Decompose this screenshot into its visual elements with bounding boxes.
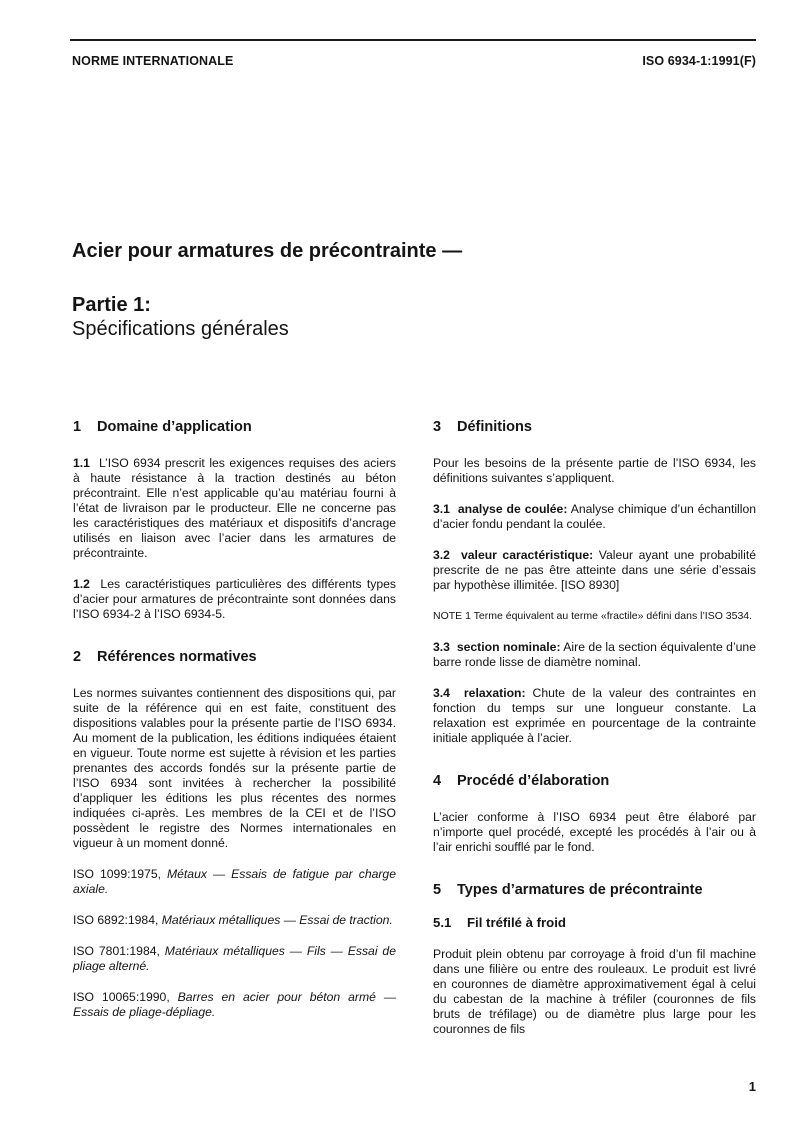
clause-text: Les caractéristiques particulières des différents types d’acier pour armatures de précontrainte sont données dans l’ISO 6934-2 à l’ISO 6934-5. xyxy=(73,577,396,621)
definition-text: Valeur ayant une probabilité prescrite de ne pas être atteinte dans une série d’essais par hypothèse illimitée. [ISO 8930] xyxy=(433,548,756,592)
left-column xyxy=(73,418,396,1020)
page-number: 1 xyxy=(748,1079,756,1094)
document-subtitle: Spécifications générales xyxy=(72,318,289,340)
paragraph: Pour les besoins de la présente partie de l’ISO 6934, les définitions suivantes s’appliquent. xyxy=(433,456,756,485)
section-number: 5 xyxy=(433,882,442,898)
section-title: Références normatives xyxy=(97,649,257,665)
clause-number: 3.1 xyxy=(433,502,450,516)
clause-number: 3.3 xyxy=(433,640,450,654)
section-number: 3 xyxy=(433,419,442,435)
clause-number: 1.2 xyxy=(73,577,90,591)
definition-term: section nominale: xyxy=(456,640,561,654)
reference-item xyxy=(73,913,396,928)
document-title: Acier pour armatures de précontrainte — xyxy=(72,240,463,262)
paragraph: Les normes suivantes contiennent des dispositions qui, par suite de la référence qui en est faite, constituent des dispositions valables pour la présente partie de l’ISO 6934. Au moment de la publication, les éditions indiquées étaient en vigueur. Toute norme est sujette à révision et les parties prenantes des accords fondés sur la présente partie de l’ISO 6934 sont invitées à rechercher la possibilité d’appliquer les éditions les plus récentes des normes indiquées ci-après. Les membres de la CEI et de l’ISO possèdent le registre des Normes internationales en vigueur à un moment donné. xyxy=(73,686,396,850)
reference-title: Matériaux métalliques — Fils — Essai de pliage alterné. xyxy=(73,944,396,973)
clause-number: 3.4 xyxy=(433,686,450,700)
reference-item xyxy=(73,867,396,897)
definition-text: Chute de la valeur des contraintes en fonction du temps sur une longueur constante. La relaxation est exprimée en pourcentage de la contrainte initiale appliquée à l’acier. xyxy=(433,686,756,745)
reference-code: ISO 6892:1984, xyxy=(73,913,159,927)
reference-item xyxy=(73,990,396,1020)
header-rule xyxy=(70,39,756,41)
paragraph xyxy=(73,577,396,622)
section-title: Procédé d’élaboration xyxy=(457,773,610,789)
section-number: 1 xyxy=(73,419,82,435)
definition-text: Aire de la section équivalente d’une barre ronde lisse de diamètre nominal. xyxy=(433,640,756,669)
section-heading xyxy=(73,418,396,436)
definition xyxy=(433,686,756,746)
subsection-title: Fil tréfilé à froid xyxy=(467,915,566,930)
paragraph: L’acier conforme à l’ISO 6934 peut être élaboré par n’importe quel procédé, excepté les procédés à l’air ou à l’air enrichi soufflé par le fond. xyxy=(433,810,756,854)
definition-term: valeur caractéristique: xyxy=(461,548,594,562)
subsection-heading xyxy=(433,915,756,931)
section-title: Domaine d’application xyxy=(97,419,252,435)
section-heading xyxy=(433,772,756,790)
subsection-number: 5.1 xyxy=(433,915,452,930)
note: NOTE 1 Terme équivalent au terme «fractile» défini dans l’ISO 3534. xyxy=(433,610,753,622)
clause-number: 3.2 xyxy=(433,548,450,562)
section-number: 2 xyxy=(73,649,82,665)
section-heading xyxy=(73,648,396,666)
clause-text: L’ISO 6934 prescrit les exigences requises des aciers à haute résistance à la traction destinés au béton précontraint. Elle n’est applicable qu’au matériau fourni à l’état de livraison par le producteur. Elle ne concerne pas les caractéristiques des matériaux et dispositifs d’ancrage utilisés en liaison avec l’acier dans les armatures de précontrainte. xyxy=(73,456,396,560)
paragraph xyxy=(73,456,396,561)
definition-text: Analyse chimique d’un échantillon d’acier fondu pendant la coulée. xyxy=(433,502,757,531)
definition xyxy=(433,502,756,532)
reference-title: Barres en acier pour béton armé — Essais de pliage-dépliage. xyxy=(73,990,397,1019)
header-right: ISO 6934-1:1991(F) xyxy=(642,54,756,68)
section-title: Définitions xyxy=(457,419,532,435)
reference-item xyxy=(73,944,396,974)
definition xyxy=(433,640,756,670)
section-number: 4 xyxy=(433,773,442,789)
part-label: Partie 1: xyxy=(72,294,151,316)
reference-code: ISO 7801:1984, xyxy=(73,944,160,958)
reference-code: ISO 10065:1990, xyxy=(73,990,170,1004)
right-column xyxy=(433,418,756,1037)
section-title: Types d’armatures de précontrainte xyxy=(457,882,703,898)
paragraph: Produit plein obtenu par corroyage à froid d’un fil machine dans une filière ou entre des rouleaux. Le produit est livré en couronnes de diamètre approximativement égal à celui du cabestan de la machine à tréfiler (couronnes de fils bruts de tréfilage) ou de diamètre plus large pour les couronnes de fils xyxy=(433,947,756,1036)
clause-number: 1.1 xyxy=(73,456,90,470)
reference-title: Matériaux métalliques — Essai de traction. xyxy=(161,913,393,927)
definition-term: relaxation: xyxy=(463,686,526,700)
definition xyxy=(433,548,756,593)
reference-code: ISO 1099:1975, xyxy=(73,867,161,881)
section-heading xyxy=(433,881,756,899)
header-left: NORME INTERNATIONALE xyxy=(72,54,234,68)
reference-title: Métaux — Essais de fatigue par charge axiale. xyxy=(73,867,396,896)
section-heading xyxy=(433,418,756,436)
definition-term: analyse de coulée: xyxy=(457,502,568,516)
